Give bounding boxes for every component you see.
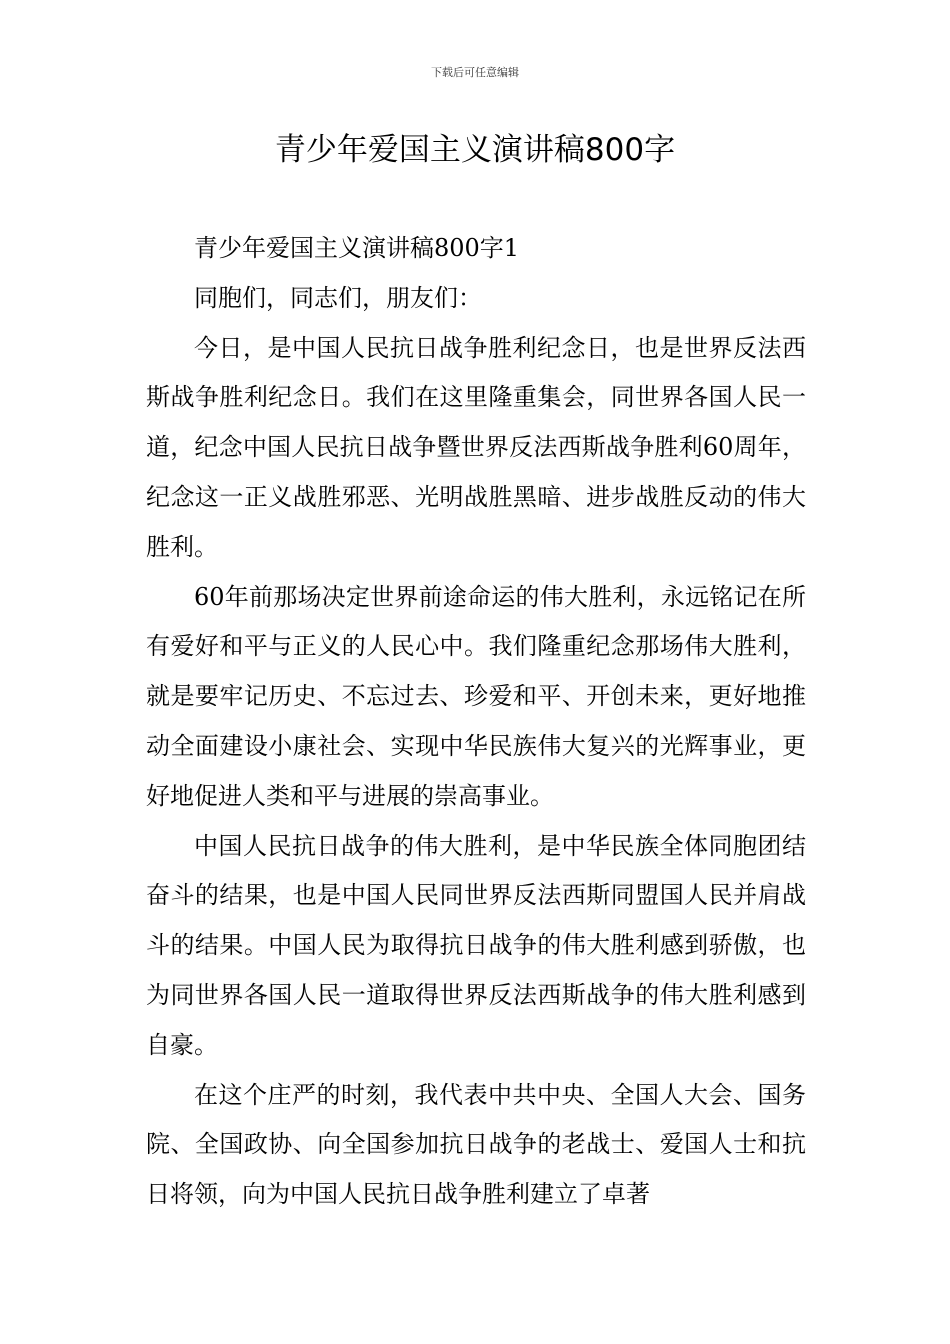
document-title: 青少年爱国主义演讲稿800字 (274, 132, 676, 168)
paragraph: 中国人民抗日战争的伟大胜利，是中华民族全体同胞团结奋斗的结果，也是中国人民同世界反法西斯同盟国人民并肩战斗的结果。中国人民为取得抗日战争的伟大胜利感到骄傲，也为同世界各国人民一道取得世界反法西斯战争的伟大胜利感到自豪。 (146, 831, 806, 1059)
paragraph: 在这个庄严的时刻，我代表中共中央、全国人大会、国务院、全国政协、向全国参加抗日战争的老战士、爱国人士和抗日将领，向为中国人民抗日战争胜利建立了卓著 (146, 1080, 806, 1209)
header-note: 下载后可任意编辑 (431, 66, 519, 79)
paragraph: 青少年爱国主义演讲稿800字1 (194, 234, 520, 262)
paragraph: 今日，是中国人民抗日战争胜利纪念日，也是世界反法西斯战争胜利纪念日。我们在这里隆重集会，同世界各国人民一道，纪念中国人民抗日战争暨世界反法西斯战争胜利60周年，纪念这一正义战胜邪恶、光明战胜黑暗、进步战胜反动的伟大胜利。 (146, 333, 806, 561)
paragraph: 60年前那场决定世界前途命运的伟大胜利，永远铭记在所有爱好和平与正义的人民心中。我们隆重纪念那场伟大胜利，就是要牢记历史、不忘过去、珍爱和平、开创未来，更好地推动全面建设小康社会、实现中华民族伟大复兴的光辉事业，更好地促进人类和平与进展的崇高事业。 (146, 582, 806, 810)
paragraph: 同胞们，同志们，朋友们： (194, 283, 482, 312)
document-body (146, 224, 806, 1220)
